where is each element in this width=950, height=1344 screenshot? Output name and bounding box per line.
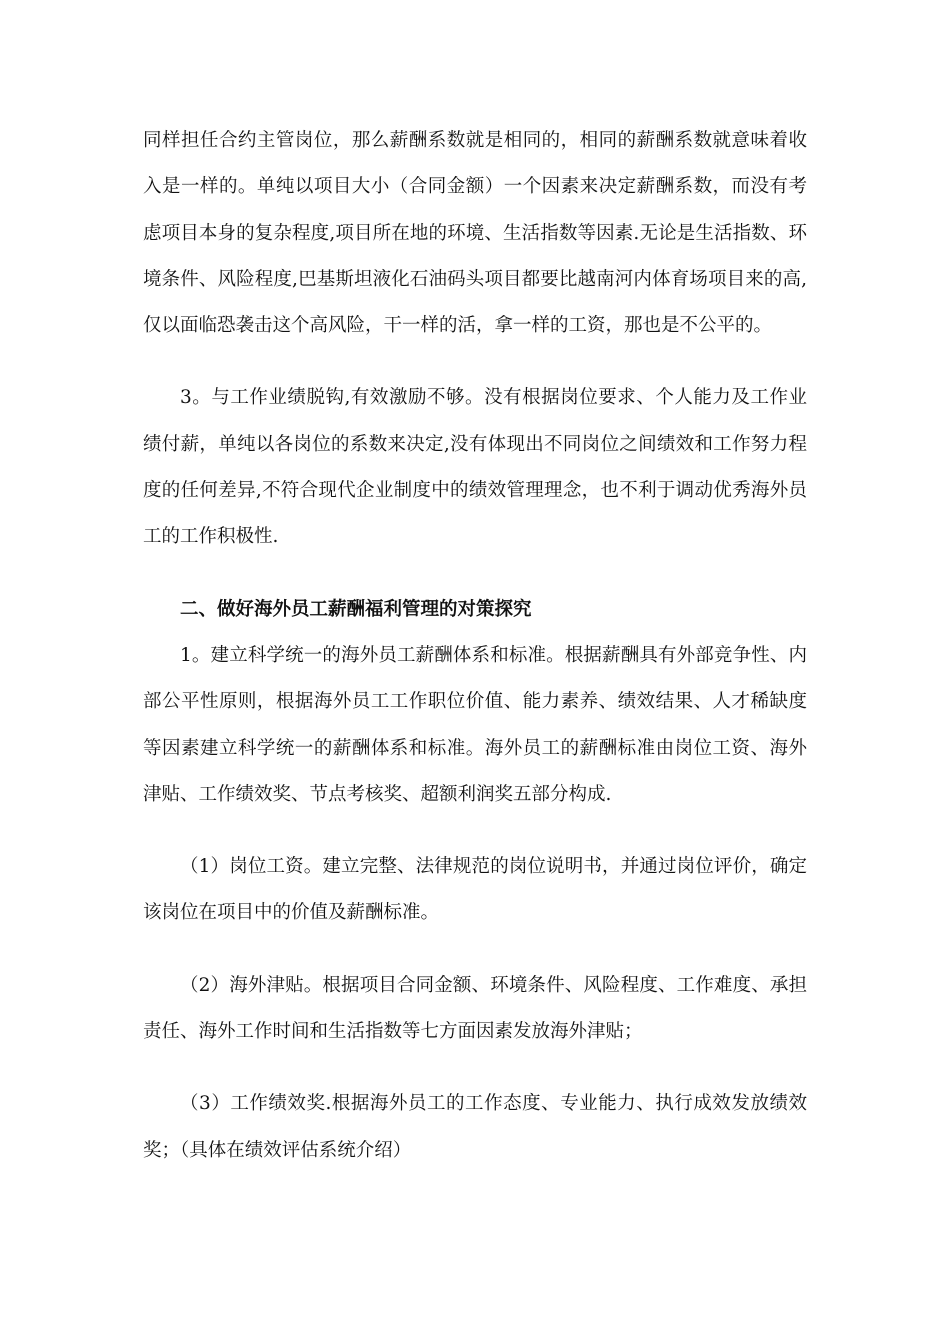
paragraph-subitem-1: （1）岗位工资。建立完整、法律规范的岗位说明书，并通过岗位评价，确定该岗位在项目中的价值及薪酬标准。 — [143, 856, 807, 924]
paragraph-subitem-3: （3）工作绩效奖.根据海外员工的工作态度、专业能力、执行成效发放绩效奖；（具体在绩效评估系统介绍） — [143, 1093, 807, 1161]
paragraph-subitem-2: （2）海外津贴。根据项目合同金额、环境条件、风险程度、工作难度、承担责任、海外工作时间和生活指数等七方面因素发放海外津贴； — [143, 974, 807, 1043]
paragraph-continuation: 同样担任合约主管岗位，那么薪酬系数就是相同的，相同的薪酬系数就意味着收入是一样的。单纯以项目大小（合同金额）一个因素来决定薪酬系数，而没有考虑项目本身的复杂程度,项目所在地的环境、生活指数等因素.无论是生活指数、环境条件、风险程度,巴基斯坦液化石油码头项目都要比越南河内体育场项目来的高,仅以面临恐袭击这个高风险，干一样的活，拿一样的工资，那也是不公平的。 — [143, 130, 807, 337]
section-heading: 二、做好海外员工薪酬福利管理的对策探究 — [180, 598, 532, 620]
document-page — [143, 118, 807, 1174]
paragraph-item-1: 1。建立科学统一的海外员工薪酬体系和标准。根据薪酬具有外部竞争性、内部公平性原则，根据海外员工工作职位价值、能力素养、绩效结果、人才稀缺度等因素建立科学统一的薪酬体系和标准。海外员工的薪酬标准由岗位工资、海外津贴、工作绩效奖、节点考核奖、超额利润奖五部分构成. — [143, 644, 807, 805]
paragraph-item-3: 3。与工作业绩脱钩,有效激励不够。没有根据岗位要求、个人能力及工作业绩付薪，单纯以各岗位的系数来决定,没有体现出不同岗位之间绩效和工作努力程度的任何差异,不符合现代企业制度中的绩效管理理念，也不利于调动优秀海外员工的工作积极性. — [143, 387, 807, 548]
